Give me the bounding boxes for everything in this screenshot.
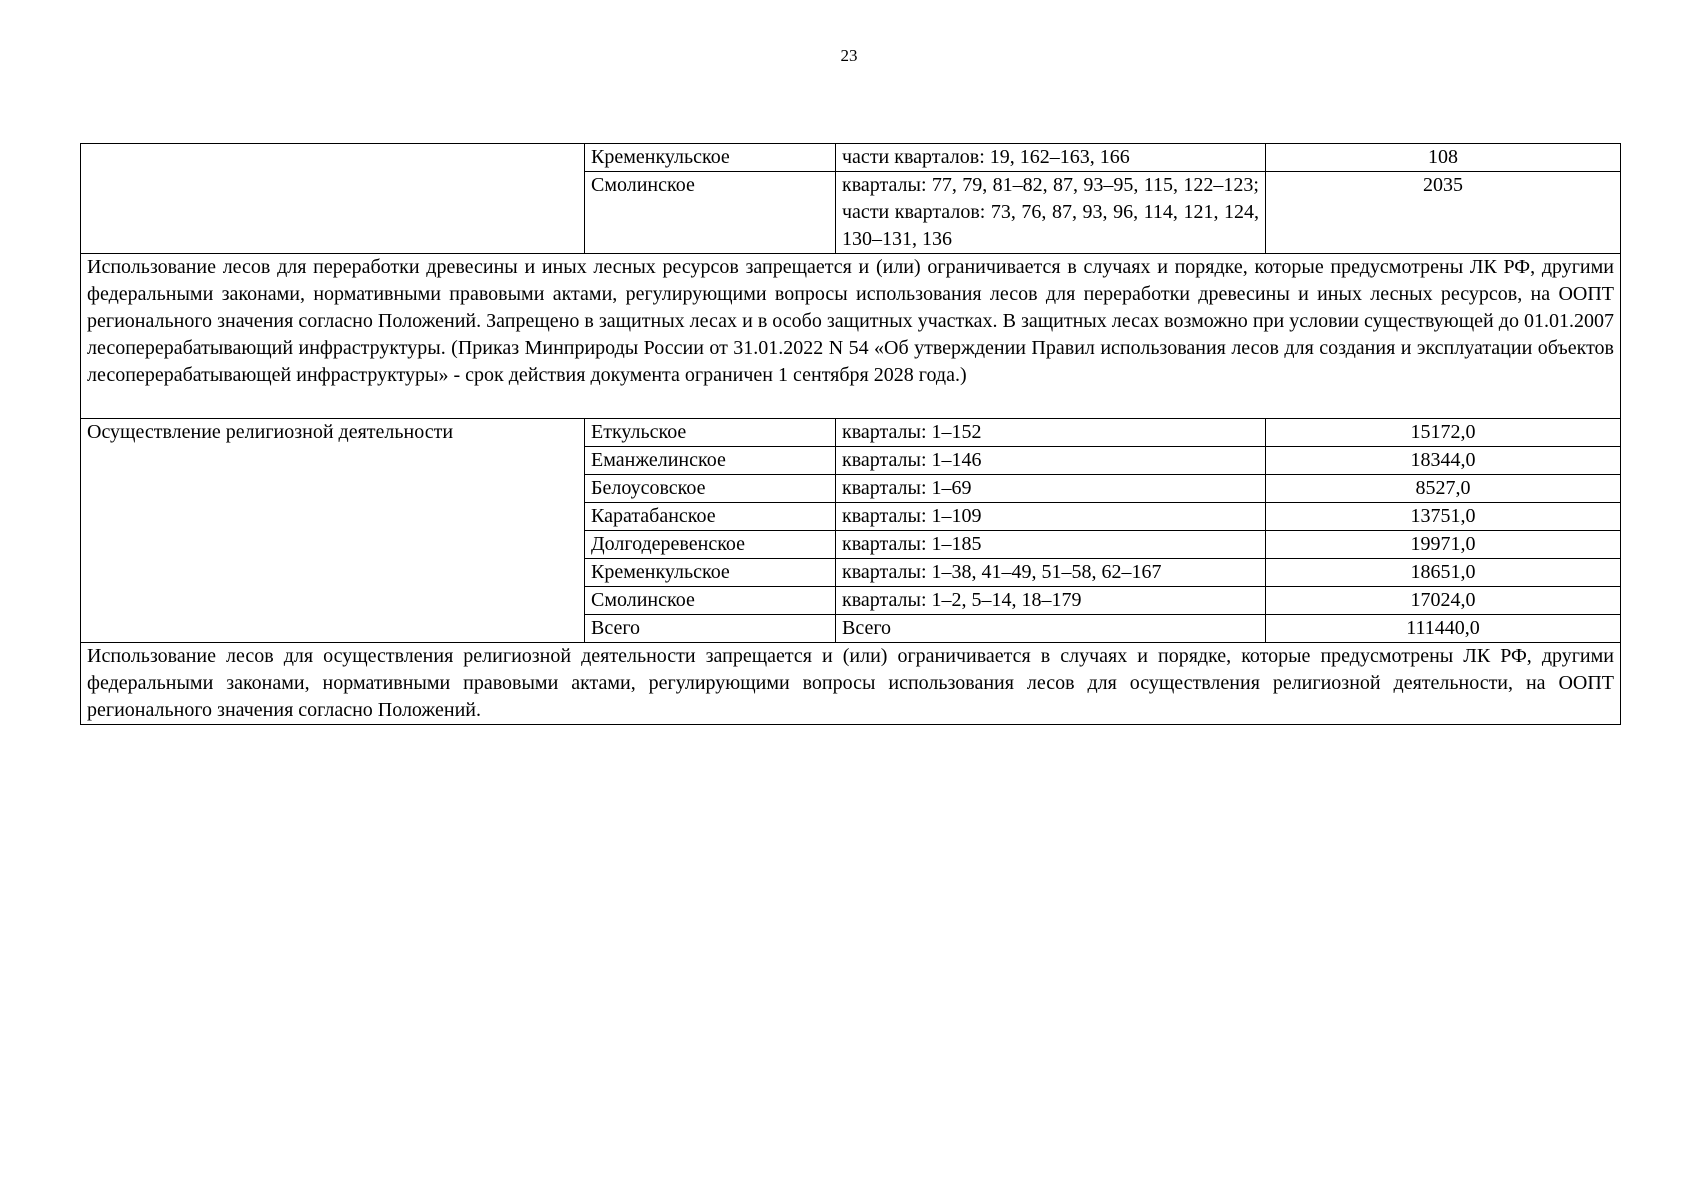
forestry-cell: Еткульское xyxy=(585,419,836,447)
quarters-cell: кварталы: 77, 79, 81–82, 87, 93–95, 115, 122–123; части кварталов: 73, 76, 87, 93, 96, 114, 121, 124, 130–131, 136 xyxy=(836,172,1266,254)
area-cell: 13751,0 xyxy=(1266,503,1621,531)
area-cell: 18344,0 xyxy=(1266,447,1621,475)
wood-processing-note: Использование лесов для переработки древесины и иных лесных ресурсов запрещается и (или) ограничивается в случаях и порядке, которые предусмотрены ЛК РФ, другими федеральными законами, нормативными правовыми актами, регулирующими вопросы использования лесов для переработки древесины и иных лесных ресурсов, на ООПТ регионального значения согласно Положений. Запрещено в защитных лесах и в особо защитных участках. В защитных лесах возможно при условии существующей до 01.01.2007 лесоперерабатывающий инфраструктуры. (Приказ Минприроды России от 31.01.2022 N 54 «Об утверждении Правил использования лесов для создания и эксплуатации объектов лесоперерабатывающей инфраструктуры» - срок действия документа ограничен 1 сентября 2028 года.) xyxy=(81,254,1621,419)
activity-cell-empty xyxy=(81,144,585,254)
forestry-cell: Кременкульское xyxy=(585,144,836,172)
table-row xyxy=(81,144,1621,172)
forestry-cell: Кременкульское xyxy=(585,559,836,587)
forestry-cell: Каратабанское xyxy=(585,503,836,531)
area-cell: 108 xyxy=(1266,144,1621,172)
forestry-cell: Белоусовское xyxy=(585,475,836,503)
area-cell: 18651,0 xyxy=(1266,559,1621,587)
area-cell: 15172,0 xyxy=(1266,419,1621,447)
quarters-cell: части кварталов: 19, 162–163, 166 xyxy=(836,144,1266,172)
area-cell-total: 111440,0 xyxy=(1266,615,1621,643)
area-cell: 19971,0 xyxy=(1266,531,1621,559)
activity-cell: Осуществление религиозной деятельности xyxy=(81,419,585,643)
quarters-cell: кварталы: 1–38, 41–49, 51–58, 62–167 xyxy=(836,559,1266,587)
religious-activity-note: Использование лесов для осуществления религиозной деятельности запрещается и (или) ограничивается в случаях и порядке, которые предусмотрены ЛК РФ, другими федеральными законами, нормативными правовыми актами, регулирующими вопросы использования лесов для осуществления религиозной деятельности, на ООПТ регионального значения согласно Положений. xyxy=(81,643,1621,725)
forestry-cell: Еманжелинское xyxy=(585,447,836,475)
forestry-cell: Смолинское xyxy=(585,172,836,254)
note-row xyxy=(81,643,1621,725)
quarters-cell: кварталы: 1–2, 5–14, 18–179 xyxy=(836,587,1266,615)
forestry-cell: Долгодеревенское xyxy=(585,531,836,559)
area-cell: 17024,0 xyxy=(1266,587,1621,615)
quarters-cell: кварталы: 1–69 xyxy=(836,475,1266,503)
area-cell: 2035 xyxy=(1266,172,1621,254)
table-row xyxy=(81,419,1621,447)
note-row xyxy=(81,254,1621,419)
page-number: 23 xyxy=(840,46,858,65)
quarters-cell: кварталы: 1–152 xyxy=(836,419,1266,447)
area-cell: 8527,0 xyxy=(1266,475,1621,503)
quarters-cell: кварталы: 1–146 xyxy=(836,447,1266,475)
forestry-cell-total: Всего xyxy=(585,615,836,643)
forest-use-table xyxy=(80,143,1621,725)
quarters-cell: кварталы: 1–185 xyxy=(836,531,1266,559)
quarters-cell: кварталы: 1–109 xyxy=(836,503,1266,531)
quarters-cell-total: Всего xyxy=(836,615,1266,643)
forestry-cell: Смолинское xyxy=(585,587,836,615)
